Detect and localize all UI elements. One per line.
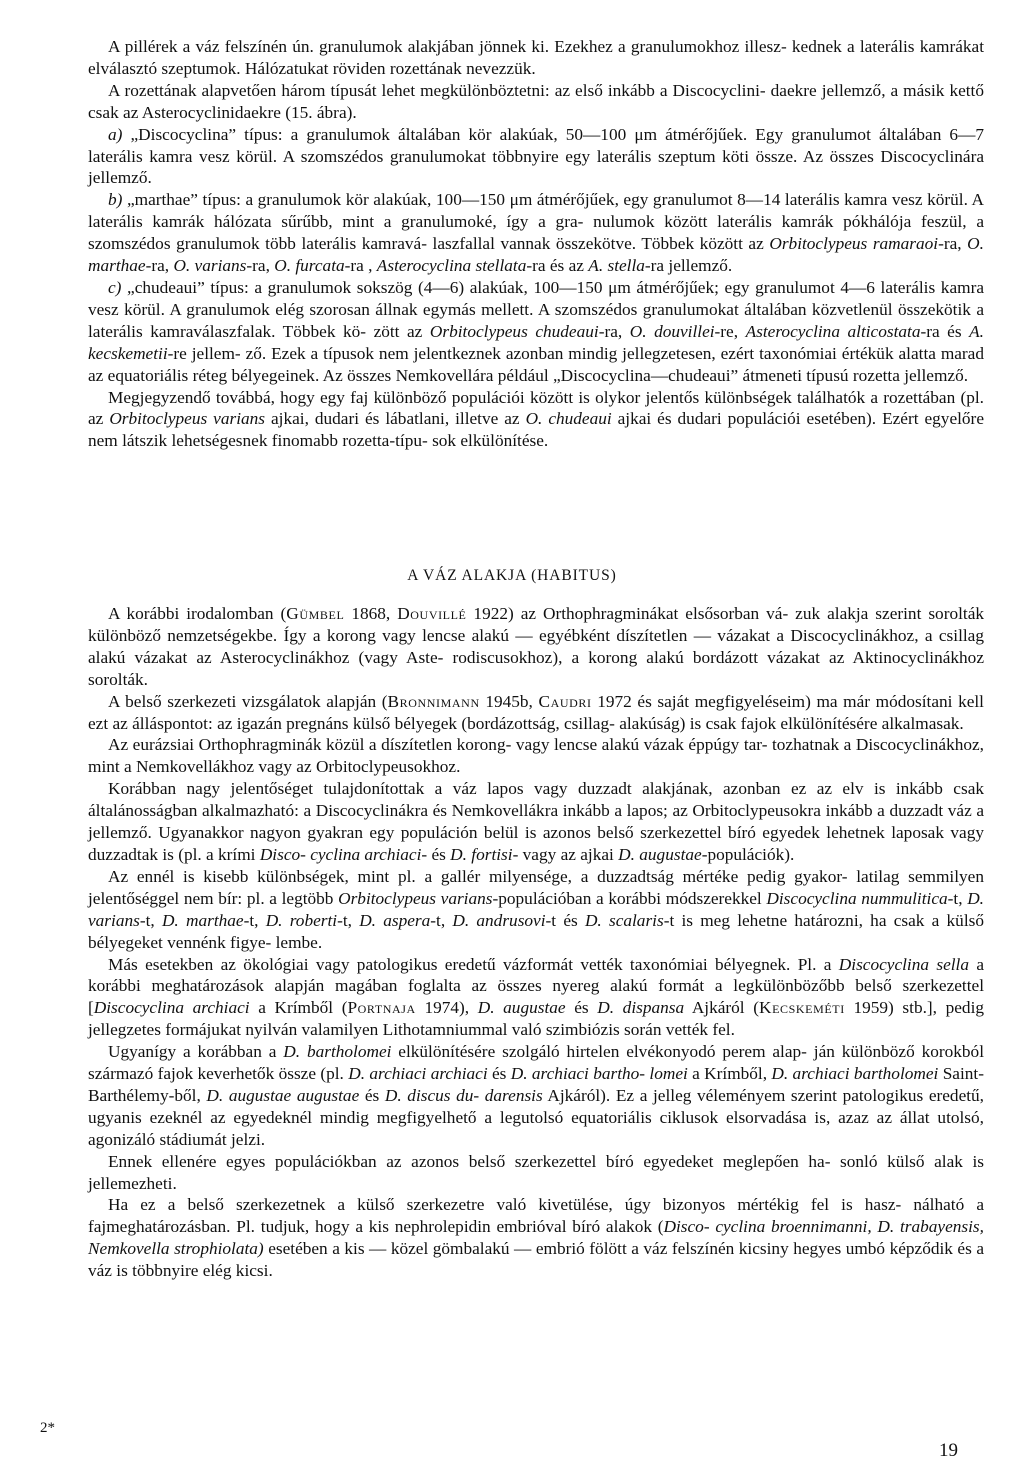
text-run: -ra jellemző. xyxy=(644,256,733,276)
italic-text: Disco- cyclina broennimanni, D. trabayensis, Nemkovella strophiolata) xyxy=(88,1217,984,1259)
paragraph xyxy=(88,603,984,691)
text-run: -t, xyxy=(139,910,162,930)
italic-text: Disco- cyclina archiaci xyxy=(259,844,422,864)
text-run: elkülönítésére szolgáló hirtelen elvékonyodó perem alap- ján különböző korokból származó fajok keverhetők össze (pl. xyxy=(88,1042,985,1084)
text-run: -populációban a korábbi módszerekkel xyxy=(492,888,767,908)
paragraph xyxy=(88,1194,984,1282)
text-run: és xyxy=(359,1085,385,1105)
text-run: -ra, xyxy=(598,321,630,341)
text-run: Az ennél is kisebb különbségek, mint pl. a gallér milyensége, a duzzadtság mértéke pedig gyakor- latilag semmilyen jelentőséggel nem bír: pl. a legtöbb xyxy=(88,866,984,908)
text-run: 1959) stb.], pedig jellegzetes formájukat nyilván valamilyen Lithotamniummal való szimbiózis során vették fel. xyxy=(88,998,985,1040)
author-name: Gümbel xyxy=(286,604,345,623)
paragraph xyxy=(88,734,984,778)
text-run: A pillérek a váz felszínén ún. granulumok alakjában jönnek ki. Ezekhez a granulumokhoz illesz- kednek a laterális kamrákat elválasztó szeptumok. Hálózatukat röviden rozettának nevezzük. xyxy=(88,37,984,78)
paragraph xyxy=(88,36,984,80)
italic-text: Orbitoclypeus ramaraoi xyxy=(769,234,939,254)
italic-text: D. roberti xyxy=(265,910,338,930)
text-run: Ajkáról). Ez a jelleg véleményem szerint patologikus eredetű, ugyanis ezeknél az egyedeknél mindig megfigyelhető a legutolsó equatoriális ciklusok elsorvadása is, azaz az állat utolsó, agonizáló stádiumát jelzi. xyxy=(88,1085,985,1149)
text-run: A belső szerkezeti vizsgálatok alapján ( xyxy=(108,691,388,711)
text-run: a korábbi meghatározások alapján magában foglalta az összes nyereg alakú formát a legkülönbözőbb belső szerkezettel [ xyxy=(88,954,985,1018)
rozetta-section xyxy=(88,36,984,452)
text-run: 1868, xyxy=(344,604,398,623)
text-run: ajkai és dudari populációi esetében). Ezért egyelőre nem látszik lehetségesnek finomabb rozetta-típu- sok elkülönítése. xyxy=(88,409,984,451)
author-name: Douvillé xyxy=(397,604,467,623)
italic-text: A. kecskemetii xyxy=(88,321,985,363)
text-run: Ugyanígy a korábban a xyxy=(108,1042,284,1062)
text-run: Ennek ellenére egyes populációkban az azonos belső szerkezettel bíró egyedeket meglepően ha- sonló külső alak is jellemezheti. xyxy=(88,1151,984,1193)
paragraph xyxy=(88,277,984,387)
text-run: - és xyxy=(421,844,451,864)
text-run: esetében a kis — közel gömbalakú — embrió fölött a váz felszínén kicsiny hegyes umbó képződik és a váz is többnyire elég kicsi. xyxy=(88,1239,984,1281)
text-run: 1945b, xyxy=(479,691,539,711)
italic-text: a) xyxy=(108,124,123,144)
section-heading: A VÁZ ALAKJA (HABITUS) xyxy=(407,567,617,584)
paragraph xyxy=(88,189,984,277)
text-run: Megjegyzendő továbbá, hogy egy faj különböző populációi között is olykor jelentős különbségek találhatók a rozettában (pl. az xyxy=(88,387,984,429)
text-run: Ha ez a belső szerkezetnek a külső szerkezetre való kivetülése, úgy bizonyos mértékig fel is hasz- nálható a fajmeghatározásban. Pl. tudjuk, hogy a kis nephrolepidin embrióval bíró alakok ( xyxy=(88,1195,984,1237)
author-name: Bronnimann xyxy=(387,691,480,711)
text-run: Ajkáról ( xyxy=(684,998,760,1018)
text-run: -re, xyxy=(714,321,746,341)
page-number: 19 xyxy=(939,1440,958,1461)
italic-text: D. archiaci bartholomei xyxy=(771,1064,939,1084)
paragraph xyxy=(88,691,984,735)
text-run: -ra , xyxy=(344,256,377,276)
italic-text: D. augustae xyxy=(618,844,702,864)
italic-text: O. furcata xyxy=(274,256,345,276)
italic-text: O. chudeaui xyxy=(525,409,612,429)
italic-text: D. augustae augustae xyxy=(206,1085,360,1105)
text-run: „marthae” típus: a granulumok kör alakúak, 100—150 μm átmérőjűek, egy granulumot 8—14 laterális kamra vesz körül. A laterális kamrák hálózata sűrűbb, mint a granulumoké, így a gra- nulumok között laterális kamrák pókhálója feszül, a szomszédos granulumok több laterális kamravá- laszfallal vannak összekötve. Többek között az xyxy=(88,190,984,254)
habitus-section xyxy=(88,603,984,1282)
italic-text: D. andrusovi xyxy=(452,910,546,930)
text-run: és xyxy=(565,998,598,1018)
text-run: -t és xyxy=(545,910,585,930)
italic-text: Discocyclina archiaci xyxy=(93,998,250,1018)
paragraph xyxy=(88,80,984,124)
italic-text: Discocyclina sella xyxy=(838,954,969,974)
italic-text: c) xyxy=(108,277,122,297)
italic-text: Asterocyclina stellata xyxy=(376,256,527,276)
italic-text: O. douvillei xyxy=(629,321,715,341)
author-name: Caudri xyxy=(538,691,592,711)
italic-text: Orbitoclypeus varians xyxy=(109,409,266,429)
text-run: - vagy az ajkai xyxy=(512,844,619,864)
italic-text: O. varians xyxy=(173,256,247,276)
text-run: „Discocyclina” típus: a granulumok általában kör alakúak, 50—100 μm átmérőjűek. Egy granulumot általában 6—7 laterális kamra vesz körül. A szomszédos granulumokat többnyire egy laterális szeptum köti össze. Az összes Discocyclinára jellemző. xyxy=(88,124,984,188)
text-run: -ra, xyxy=(246,256,275,276)
italic-text: D. scalaris xyxy=(584,910,664,930)
text-run: a Krímből, xyxy=(687,1064,772,1084)
text-run: -ra, xyxy=(145,256,174,276)
text-run: 1974), xyxy=(415,998,478,1018)
text-run: „chudeaui” típus: a granulumok sokszög (4—6) alakúak, 100—150 μm átmérőjűek; egy granulumot 4—6 laterális kamra vesz körül. A granulumok elég szorosan állnak egymás mellett. A szomszédos granulumokat általában közvetlenül összekötik a laterális kamraválaszfalak. Többek kö- zött az xyxy=(88,277,984,341)
italic-text: D. bartholomei xyxy=(283,1042,392,1062)
text-run: -ra, xyxy=(938,234,968,254)
italic-text: D. marthae xyxy=(161,910,244,930)
text-run: -t is meg lehetne határozni, ha csak a külső bélyegeket vennénk figye- lembe. xyxy=(88,910,984,952)
text-run: -re jellem- ző. Ezek a típusok nem jelentkeznek azonban mindig jellegzetesen, ezért taxonómiai értékük alatta marad az equatoriális réteg bélyegeinek. Az összes Nemkovellára például „Discocyclina—chudeaui” átmeneti típusú rozetta jellemző. xyxy=(88,343,984,385)
text-run: -t, xyxy=(947,888,968,908)
text-run: A rozettának alapvetően három típusát lehet megkülönböztetni: az első inkább a Discocyclini- daekre jellemző, a másik kettő csak az Asterocyclinidaekre (15. ábra). xyxy=(88,80,984,122)
italic-text: Asterocyclina alticostata xyxy=(745,321,921,341)
paragraph xyxy=(88,387,984,453)
italic-text: D. fortisi xyxy=(450,844,513,864)
text-run: -ra és xyxy=(920,321,970,341)
paragraph xyxy=(88,124,984,190)
italic-text: D. varians xyxy=(88,888,984,930)
paragraph xyxy=(88,1151,984,1195)
paragraph xyxy=(88,866,984,954)
text-run: Más esetekben az ökológiai vagy patologikus eredetű vázformát vették taxonómiai bélyegnek. Pl. a xyxy=(108,954,839,974)
text-run: -ra és az xyxy=(526,256,589,276)
paragraph xyxy=(88,778,984,866)
text-run: Az eurázsiai Orthophragminák közül a díszítetlen korong- vagy lencse alakú vázak éppúgy tar- tozhatnak a Discocyclinákhoz, mint a Nemkovellákhoz vagy az Orbitoclypeusokhoz. xyxy=(88,735,984,777)
italic-text: D. archiaci bartho- lomei xyxy=(510,1064,688,1084)
text-run: 1922) az Orthophragminákat elsősorban vá- zuk alakja szerint sorolták különböző nemzetségekbe. Így a korong vagy lencse alakú — egyébként díszítetlen — vázakat a Discocyclinákhoz, a csillag alakú vázakat az Asterocyclinákhoz (vagy Aste- rodiscusokhoz), a korong alakú bordázott vázakat az Aktinocyclinákhoz sorolták. xyxy=(88,604,985,689)
italic-text: Orbitoclypeus chudeaui xyxy=(429,321,599,341)
italic-text: D. dispansa xyxy=(597,998,685,1018)
italic-text: Orbitoclypeus varians xyxy=(338,888,493,908)
paragraph xyxy=(88,954,984,1042)
text-run: Korábban nagy jelentőséget tulajdonítottak a váz lapos vagy duzzadt alakjának, azonban ez az elv is inkább csak általánosságban alkalmazható: a Discocyclinákra és Nemkovellákra inkább a lapos; az Orbitoclypeusokra inkább a duzzadt váz a jellemző. Ugyanakkor nagyon gyakran egy populáción belül is azonos belső szerkezettel bíró egyedek lehetnek laposak vagy duzzadtak is (pl. a krími xyxy=(88,779,984,864)
italic-text: A. stella xyxy=(588,256,645,276)
text-run: A korábbi irodalomban ( xyxy=(108,604,287,623)
author-name: Kecskeméti xyxy=(759,998,845,1018)
italic-text: O. marthae xyxy=(88,234,984,276)
text-run: a Krímből ( xyxy=(249,998,348,1018)
italic-text: D. aspera xyxy=(359,910,431,930)
text-run: ajkai, dudari és lábatlani, illetve az xyxy=(265,409,526,429)
italic-text: Discocyclina nummulitica xyxy=(766,888,948,908)
text-run: és xyxy=(487,1064,511,1084)
author-name: Portnaja xyxy=(347,998,416,1018)
italic-text: D. augustae xyxy=(477,998,566,1018)
text-run: -t, xyxy=(337,910,360,930)
italic-text: b) xyxy=(108,190,123,210)
text-run: -populációk). xyxy=(701,844,795,864)
italic-text: D. discus du- darensis xyxy=(384,1085,543,1105)
text-run: Saint-Barthélemy-ből, xyxy=(88,1064,984,1105)
text-run: -t, xyxy=(430,910,453,930)
paragraph xyxy=(88,1041,984,1151)
italic-text: D. archiaci archiaci xyxy=(348,1064,488,1084)
text-run: 1972 és saját megfigyeléseim) ma már módosítani kell ezt az álláspontot: az igazán pregnáns külső bélyegek (bordázottság, csillag- alakúság) is csak fajok elkülönítésére alkalmasak. xyxy=(88,691,984,733)
text-run: -t, xyxy=(243,910,266,930)
signature-mark: 2* xyxy=(40,1420,55,1436)
